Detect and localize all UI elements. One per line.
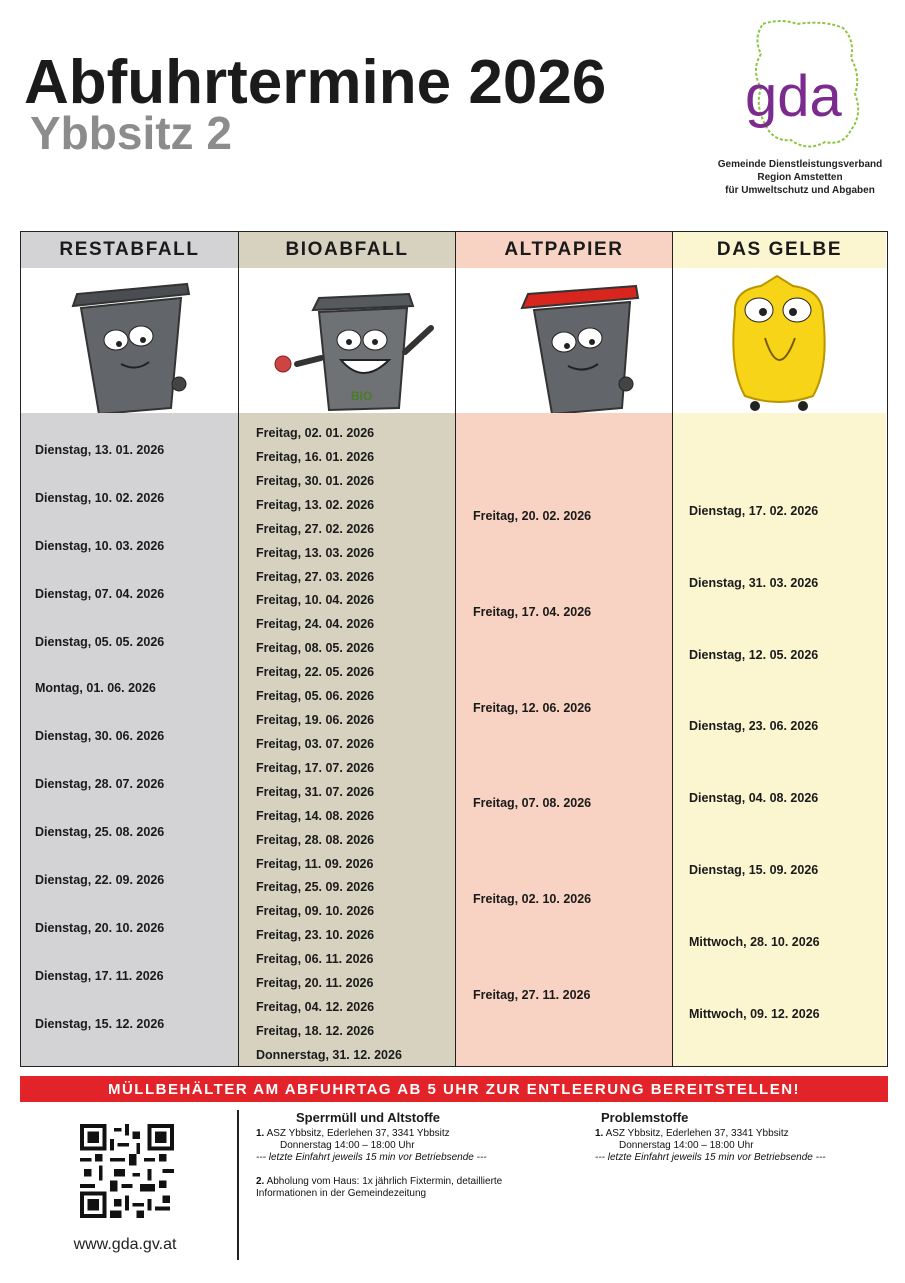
date-bioabfall: Freitag, 10. 04. 2026 [256, 593, 375, 608]
date-gelbe: Dienstag, 15. 09. 2026 [689, 863, 819, 877]
grey-waste-bin-icon [21, 268, 238, 413]
sperrmuell-title: Sperrmüll und Altstoffe [296, 1110, 440, 1125]
date-bioabfall: Freitag, 03. 07. 2026 [256, 736, 375, 751]
date-bioabfall: Freitag, 22. 05. 2026 [256, 665, 375, 680]
sperrmuell-item2-text2: Informationen in der Gemeindezeitung [256, 1188, 427, 1199]
page-title: Abfuhrtermine 2026 [24, 48, 607, 117]
date-bioabfall: Freitag, 02. 01. 2026 [256, 426, 375, 440]
date-restabfall: Dienstag, 17. 11. 2026 [35, 969, 164, 983]
date-altpapier: Freitag, 17. 04. 2026 [473, 604, 592, 619]
date-restabfall: Dienstag, 28. 07. 2026 [35, 777, 165, 791]
notice-banner: MÜLLBEHÄLTER AM ABFUHRTAG AB 5 UHR ZUR ENTLEERUNG BEREITSTELLEN! [20, 1076, 888, 1102]
problemstoffe-item1-note: --- letzte Einfahrt jeweils 15 min vor Betriebsende --- [595, 1152, 826, 1163]
sperrmuell-item2-number: 2. [256, 1176, 265, 1187]
column-gelbe [672, 232, 886, 1066]
date-restabfall: Dienstag, 20. 10. 2026 [35, 921, 165, 935]
date-restabfall: Dienstag, 10. 02. 2026 [35, 491, 165, 505]
column-restabfall [21, 232, 238, 1066]
yellow-bag-mascot-icon [673, 268, 886, 413]
date-bioabfall: Freitag, 20. 11. 2026 [256, 976, 374, 991]
bio-waste-bin-icon [239, 268, 455, 413]
date-bioabfall: Freitag, 18. 12. 2026 [256, 1024, 375, 1038]
date-bioabfall: Freitag, 30. 01. 2026 [256, 473, 375, 488]
column-header-gelbe: DAS GELBE [673, 232, 886, 268]
org-line-3: für Umweltschutz und Abgaben [725, 185, 875, 196]
date-bioabfall: Freitag, 06. 11. 2026 [256, 952, 374, 967]
qr-code-icon [80, 1124, 174, 1218]
sperrmuell-item1-hours: Donnerstag 14:00 – 18:00 Uhr [280, 1140, 415, 1151]
column-body-restabfall [21, 413, 238, 1066]
date-altpapier: Freitag, 07. 08. 2026 [473, 796, 592, 811]
date-altpapier: Freitag, 02. 10. 2026 [473, 892, 592, 907]
logo-text: gda [745, 64, 842, 129]
date-bioabfall: Freitag, 23. 10. 2026 [256, 928, 375, 943]
date-altpapier: Freitag, 27. 11. 2026 [473, 988, 591, 1002]
date-gelbe: Mittwoch, 09. 12. 2026 [689, 1006, 820, 1021]
date-restabfall: Dienstag, 15. 12. 2026 [35, 1017, 165, 1031]
problemstoffe-item1-number: 1. [595, 1128, 604, 1139]
date-bioabfall: Freitag, 08. 05. 2026 [256, 641, 375, 656]
paper-waste-bin-icon [456, 268, 672, 413]
website-link[interactable]: www.gda.gv.at [73, 1236, 177, 1253]
date-bioabfall: Freitag, 05. 06. 2026 [256, 689, 375, 704]
date-bioabfall: Freitag, 28. 08. 2026 [256, 832, 375, 847]
problemstoffe-title: Problemstoffe [601, 1110, 689, 1125]
org-line-1: Gemeinde Dienstleistungsverband [717, 159, 883, 170]
date-bioabfall: Freitag, 04. 12. 2026 [256, 1000, 375, 1015]
date-bioabfall: Freitag, 19. 06. 2026 [256, 713, 375, 728]
sperrmuell-item1-address: ASZ Ybbsitz, Ederlehen 37, 3341 Ybbsitz [266, 1128, 450, 1139]
organisation-name [700, 158, 900, 197]
date-restabfall: Dienstag, 10. 03. 2026 [35, 539, 165, 553]
date-bioabfall: Freitag, 24. 04. 2026 [256, 617, 375, 632]
date-restabfall: Dienstag, 07. 04. 2026 [35, 587, 165, 601]
date-gelbe: Dienstag, 17. 02. 2026 [689, 504, 819, 518]
date-bioabfall: Freitag, 14. 08. 2026 [256, 808, 375, 823]
column-bioabfall [238, 232, 455, 1066]
date-bioabfall: Freitag, 31. 07. 2026 [256, 784, 375, 799]
date-restabfall: Dienstag, 30. 06. 2026 [35, 729, 165, 743]
problemstoffe-info [595, 1128, 895, 1164]
date-restabfall: Dienstag, 13. 01. 2026 [35, 443, 165, 457]
date-bioabfall: Freitag, 16. 01. 2026 [256, 449, 375, 464]
date-gelbe: Dienstag, 23. 06. 2026 [689, 719, 819, 734]
column-header-altpapier: ALTPAPIER [456, 232, 672, 268]
date-bioabfall: Freitag, 11. 09. 2026 [256, 856, 374, 871]
column-header-restabfall: RESTABFALL [21, 232, 238, 268]
page-subtitle: Ybbsitz 2 [30, 107, 232, 159]
column-body-bioabfall [239, 413, 455, 1066]
date-altpapier: Freitag, 12. 06. 2026 [473, 700, 592, 715]
org-line-2: Region Amstetten [757, 172, 843, 183]
column-altpapier [455, 232, 672, 1066]
column-body-altpapier [456, 413, 672, 1066]
date-bioabfall: Freitag, 13. 03. 2026 [256, 545, 375, 560]
footer-divider [237, 1110, 239, 1260]
bin-label: BIO [351, 389, 373, 403]
sperrmuell-info [256, 1128, 556, 1200]
date-restabfall: Montag, 01. 06. 2026 [35, 681, 156, 695]
date-bioabfall: Freitag, 27. 03. 2026 [256, 569, 375, 584]
date-bioabfall: Donnerstag, 31. 12. 2026 [256, 1047, 402, 1062]
date-restabfall: Dienstag, 05. 05. 2026 [35, 635, 165, 649]
date-gelbe: Dienstag, 04. 08. 2026 [689, 791, 819, 806]
date-gelbe: Dienstag, 12. 05. 2026 [689, 647, 819, 662]
date-bioabfall: Freitag, 25. 09. 2026 [256, 880, 375, 895]
column-body-gelbe [673, 413, 886, 1066]
date-restabfall: Dienstag, 25. 08. 2026 [35, 825, 165, 839]
date-altpapier: Freitag, 20. 02. 2026 [473, 509, 592, 523]
problemstoffe-item1-hours: Donnerstag 14:00 – 18:00 Uhr [619, 1140, 754, 1151]
sperrmuell-item1-number: 1. [256, 1128, 265, 1139]
date-bioabfall: Freitag, 09. 10. 2026 [256, 904, 375, 919]
schedule-table [20, 231, 888, 1067]
date-restabfall: Dienstag, 22. 09. 2026 [35, 873, 165, 887]
sperrmuell-item2-text: Abholung vom Haus: 1x jährlich Fixtermin, detaillierte [266, 1176, 503, 1187]
date-bioabfall: Freitag, 13. 02. 2026 [256, 497, 375, 512]
date-gelbe: Mittwoch, 28. 10. 2026 [689, 934, 820, 949]
sperrmuell-item1-note: --- letzte Einfahrt jeweils 15 min vor Betriebsende --- [256, 1152, 487, 1163]
problemstoffe-item1-address: ASZ Ybbsitz, Ederlehen 37, 3341 Ybbsitz [605, 1128, 789, 1139]
date-bioabfall: Freitag, 17. 07. 2026 [256, 760, 375, 775]
date-bioabfall: Freitag, 27. 02. 2026 [256, 521, 375, 536]
column-header-bioabfall: BIOABFALL [239, 232, 455, 268]
date-gelbe: Dienstag, 31. 03. 2026 [689, 575, 819, 590]
